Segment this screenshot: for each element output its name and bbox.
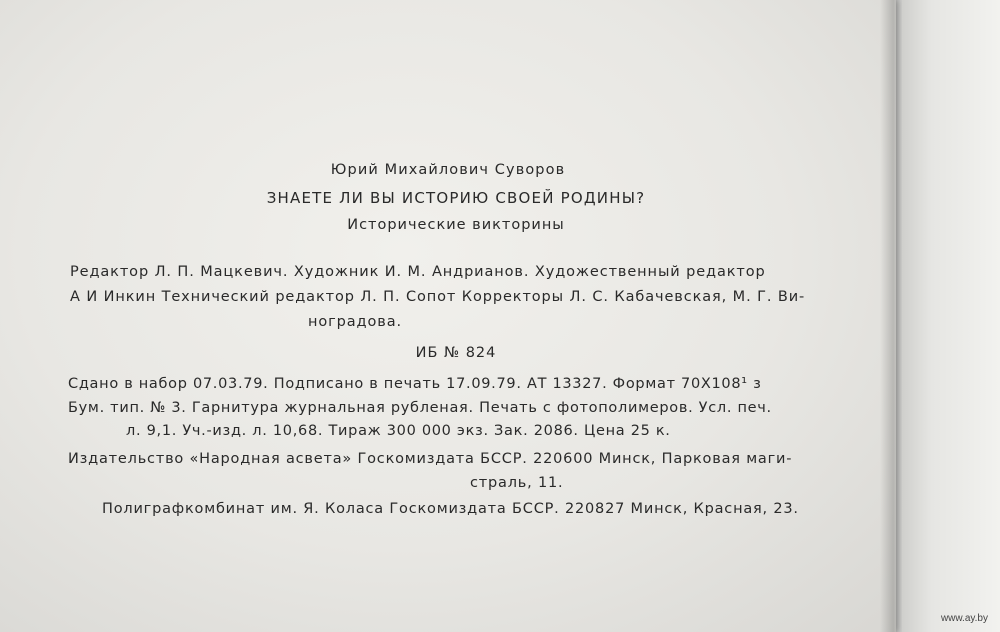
publisher-line: Издательство «Народная асвета» Госкомиздата БССР. 220600 Минск, Парковая маги-: [68, 451, 793, 467]
book-subtitle: Исторические викторины: [347, 217, 565, 233]
staff-line: ноградова.: [308, 314, 402, 330]
book-title: ЗНАЕТЕ ЛИ ВЫ ИСТОРИЮ СВОЕЙ РОДИНЫ?: [266, 189, 646, 207]
watermark: www.ay.by: [940, 613, 988, 624]
ib-number: ИБ № 824: [415, 345, 497, 361]
publisher-line: страль, 11.: [470, 475, 564, 491]
printer-line: Полиграфкомбинат им. Я. Коласа Госкомиздата БССР. 220827 Минск, Красная, 23.: [102, 501, 799, 517]
adjacent-page-edge: [902, 0, 1000, 632]
author-name: Юрий Михайлович Суворов: [330, 162, 566, 178]
print-details-line: л. 9,1. Уч.-изд. л. 10,68. Тираж 300 000 экз. Зак. 2086. Цена 25 к.: [126, 423, 671, 439]
staff-line: Редактор Л. П. Мацкевич. Художник И. М. Андрианов. Художественный редактор: [70, 264, 766, 280]
print-details-line: Сдано в набор 07.03.79. Подписано в печать 17.09.79. АТ 13327. Формат 70Х108¹ з: [68, 376, 762, 392]
page-fold-shadow: [880, 0, 902, 632]
print-details-line: Бум. тип. № 3. Гарнитура журнальная рубленая. Печать с фотополимеров. Усл. печ.: [68, 400, 772, 416]
staff-line: А И Инкин Технический редактор Л. П. Сопот Корректоры Л. С. Кабачевская, М. Г. Ви-: [70, 289, 806, 305]
